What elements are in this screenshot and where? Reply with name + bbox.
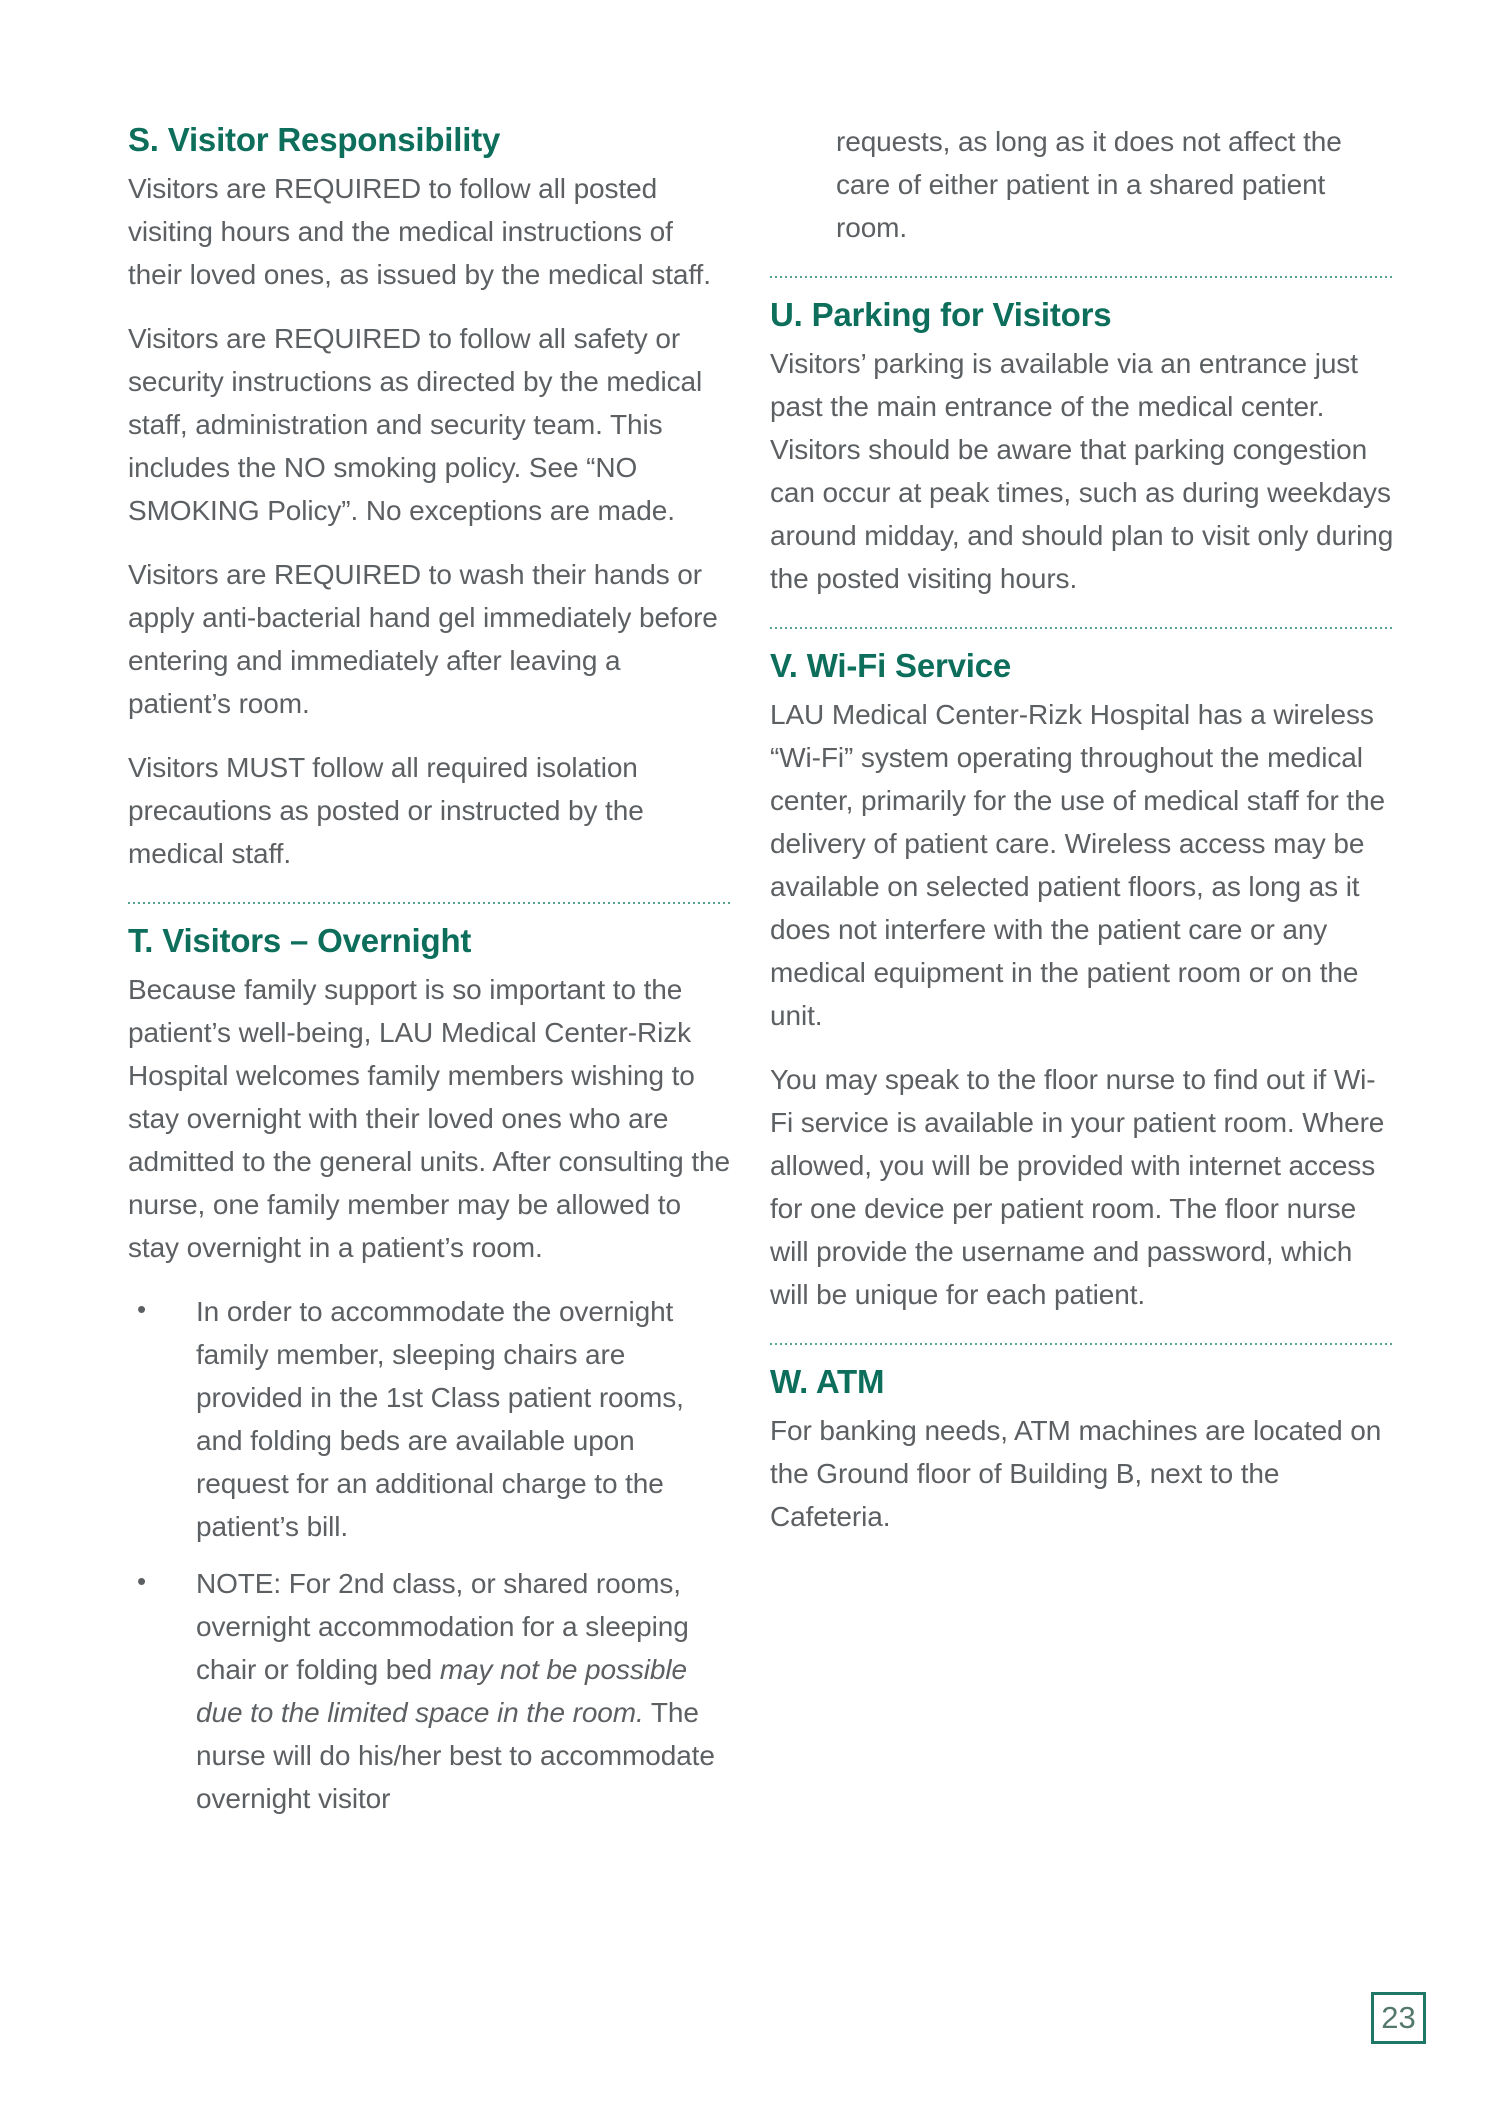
section-visitor-responsibility: [128, 120, 730, 875]
paragraph: Visitors are REQUIRED to wash their hands or apply anti-bacterial hand gel immediately before entering and immediately after leaving a patient’s room.: [128, 559, 718, 719]
list-item: [128, 1562, 730, 1820]
bullet-icon: •: [137, 1566, 147, 1596]
bullet-text: In order to accommodate the overnight family member, sleeping chairs are provided in the 1st Class patient rooms, and folding beds are available upon request for an additional charge to the patient’s bill.: [196, 1296, 684, 1542]
paragraph: LAU Medical Center-Rizk Hospital has a wireless “Wi-Fi” system operating throughout the medical center, primarily for the use of medical staff for the delivery of patient care. Wireless access may be available on selected patient floors, as long as it does not interfere with the patient care or any medical equipment in the patient room or on the unit.: [770, 699, 1386, 1031]
paragraph: For banking needs, ATM machines are located on the Ground floor of Building B, next to the Cafeteria.: [770, 1415, 1382, 1532]
bullet-text: [196, 1568, 715, 1814]
paragraph: Visitors’ parking is available via an entrance just past the main entrance of the medical center. Visitors should be aware that parking congestion can occur at peak times, such as during weekdays around midday, and should plan to visit only during the posted visiting hours.: [770, 348, 1394, 594]
bullet-text-run: The nurse will do his/her best to accommodate overnight visitor: [196, 1697, 715, 1814]
paragraph: You may speak to the floor nurse to find out if Wi-Fi service is available in your patient room. Where allowed, you will be provided with internet access for one device per patient room. The floor nurse will provide the username and password, which will be unique for each patient.: [770, 1064, 1385, 1310]
dotted-divider: [128, 902, 730, 904]
section-heading: V. Wi-Fi Service: [770, 647, 1012, 684]
section-visitors-overnight: [128, 902, 730, 1820]
bullet-icon: •: [137, 1294, 147, 1324]
section-heading: S. Visitor Responsibility: [128, 121, 501, 158]
section-heading: U. Parking for Visitors: [770, 296, 1112, 333]
page-number-box: [1371, 1992, 1426, 2044]
paragraph: Because family support is so important to the patient’s well-being, LAU Medical Center-Rizk Hospital welcomes family members wishing to stay overnight with their loved ones who are admitted to the general units. After consulting the nurse, one family member may be allowed to stay overnight in a patient’s room.: [128, 974, 730, 1263]
page-number: 23: [1381, 2000, 1416, 2035]
dotted-divider: [770, 627, 1395, 629]
bullet-text-run-italic: may not be possible due to the limited space in the room.: [196, 1654, 687, 1728]
section-parking-for-visitors: [770, 276, 1395, 600]
paragraph: Visitors are REQUIRED to follow all posted visiting hours and the medical instructions of their loved ones, as issued by the medical staff.: [128, 173, 711, 290]
section-heading: T. Visitors – Overnight: [128, 922, 472, 959]
paragraph: Visitors are REQUIRED to follow all safety or security instructions as directed by the medical staff, administration and security team. This includes the NO smoking policy. See “NO SMOKING Policy”. No exceptions are made.: [128, 323, 703, 526]
continuation-paragraph: requests, as long as it does not affect the care of either patient in a shared patient room.: [836, 126, 1342, 243]
section-wifi-service: [770, 627, 1395, 1316]
paragraph: Visitors MUST follow all required isolation precautions as posted or instructed by the medical staff.: [128, 752, 644, 869]
left-column: [128, 120, 730, 1820]
section-atm: [770, 1343, 1395, 1538]
list-item: [128, 1290, 730, 1548]
dotted-divider: [770, 1343, 1395, 1345]
right-column: [770, 120, 1395, 1538]
dotted-divider: [770, 276, 1395, 278]
bullet-list: [128, 1290, 730, 1820]
section-heading: W. ATM: [770, 1363, 885, 1400]
bullet-text-run: NOTE: For 2nd class, or shared rooms, overnight accommodation for a sleeping chair or folding bed: [196, 1568, 689, 1685]
